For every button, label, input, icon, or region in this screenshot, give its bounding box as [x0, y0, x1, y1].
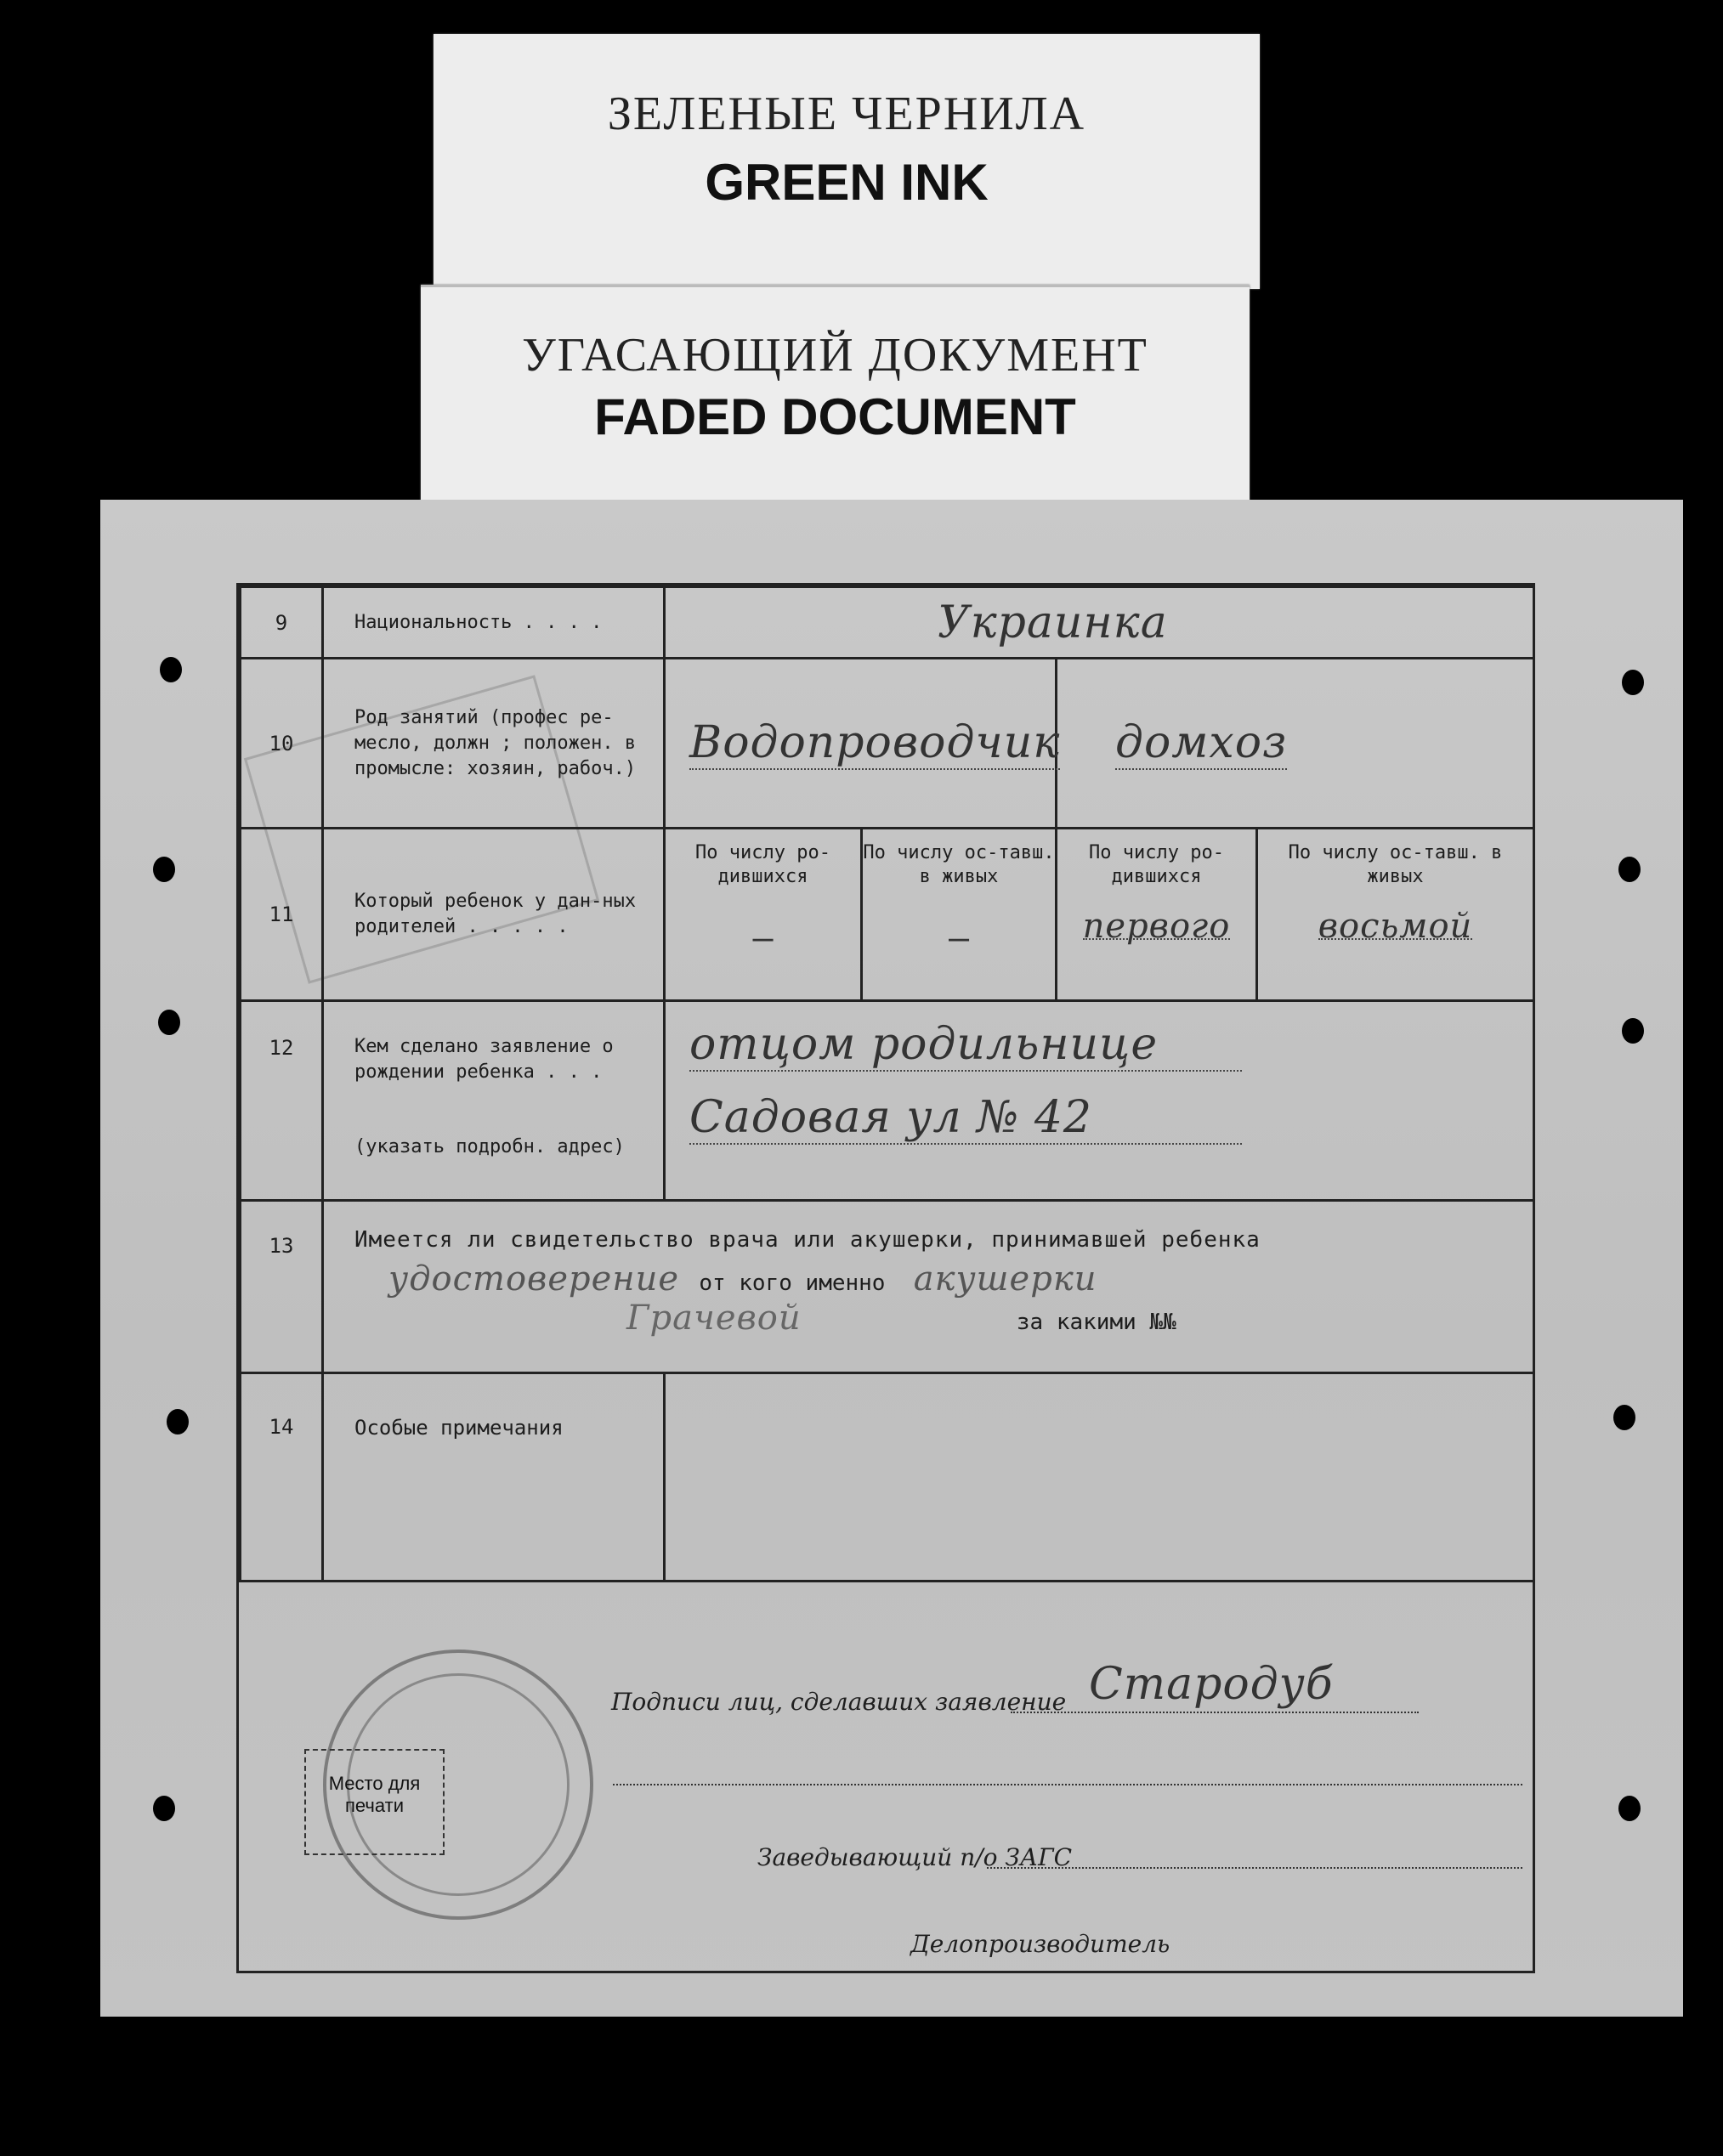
certificate-line: [354, 1259, 1533, 1299]
column-header: По числу ос-тавш. в живых: [1288, 842, 1503, 887]
numbers-label: за какими №№: [1016, 1310, 1176, 1335]
head-registrar-label: Заведывающий п/о ЗАГС: [757, 1843, 1073, 1871]
row-occupation: [241, 659, 1534, 829]
row-number: 12: [241, 1001, 323, 1201]
handwritten-address: Садовая ул № 42: [689, 1092, 1242, 1145]
column-header: По числу ос-тавш. в живых: [863, 842, 1055, 887]
handwritten-declarant: отцом родильнице: [689, 1019, 1242, 1072]
card-title-ru: ЗЕЛЕНЫЕ ЧЕРНИЛА: [607, 88, 1086, 140]
binding-hole: [167, 1409, 189, 1435]
occupation-mother-cell: [1057, 659, 1534, 829]
row-label: Национальность . . . .: [323, 587, 665, 659]
signature-line: [613, 1784, 1522, 1785]
from-whom-label: от кого именно: [699, 1270, 886, 1296]
row-label: Который ребенок у дан-ных родителей . . . . .: [323, 829, 665, 1001]
clerk-label: Делопроизводитель: [910, 1930, 1170, 1958]
binding-hole: [1622, 670, 1644, 695]
notes-value-cell: [665, 1373, 1534, 1582]
label-card-green-ink: [434, 34, 1260, 289]
card-title-ru: УГАСАЮЩИЙ ДОКУМЕНТ: [522, 329, 1148, 382]
label-card-faded-document: [421, 285, 1250, 504]
handwritten-child-order: восьмой: [1318, 907, 1473, 946]
row-label: Род занятий (профес ре-месло, должн ; положен. в промысле: хозяин, рабоч.): [323, 659, 665, 829]
declarant-value-cell: [665, 1001, 1534, 1201]
child-order-value: —: [948, 919, 970, 958]
binding-hole: [158, 1010, 180, 1035]
row-number: 11: [241, 829, 323, 1001]
handwritten-from-whom: акушерки: [913, 1259, 1097, 1299]
child-order-cell: [1257, 829, 1534, 1001]
child-order-cell: [665, 829, 862, 1001]
binding-hole: [1618, 857, 1641, 882]
handwritten-child-order: первого: [1082, 907, 1231, 946]
row-declarant: [241, 1001, 1534, 1201]
certificate-line-2: [354, 1299, 1533, 1338]
child-order-value: —: [752, 919, 774, 958]
row-nationality: [241, 587, 1534, 659]
declarants-signature-label: Подписи лиц, сделавших заявление: [611, 1688, 1067, 1716]
card-title-en: FADED DOCUMENT: [594, 388, 1076, 445]
birth-record-form: [100, 500, 1683, 2017]
binding-hole: [153, 1796, 175, 1821]
handwritten-name: Грачевой: [626, 1299, 802, 1338]
certificate-question: Имеется ли свидетельство врача или акушерки, принимавшей ребенка: [354, 1227, 1261, 1253]
handwritten-certificate: удостоверение: [388, 1259, 680, 1299]
row-number: 13: [241, 1201, 323, 1373]
row-label-cell: [323, 1001, 665, 1201]
binding-hole: [1618, 1796, 1641, 1821]
row-number: 14: [241, 1373, 323, 1582]
binding-hole: [153, 857, 175, 882]
handwritten-declarant-signature: Стародуб: [1089, 1659, 1334, 1710]
row-notes: [241, 1373, 1534, 1582]
binding-hole: [1622, 1018, 1644, 1044]
handwritten-nationality: Украинка: [938, 597, 1168, 648]
column-header: По числу ро-дившихся: [695, 842, 830, 887]
card-title-en: GREEN INK: [705, 154, 989, 211]
row-label: Кем сделано заявление о рождении ребенка . . .: [354, 1036, 614, 1083]
binding-hole: [1613, 1405, 1635, 1430]
form-table: [239, 586, 1535, 1582]
nationality-value-cell: [665, 587, 1534, 659]
column-header: По числу ро-дившихся: [1089, 842, 1224, 887]
occupation-father-cell: [665, 659, 1061, 829]
row-certificate: [241, 1201, 1534, 1373]
row-number: 9: [241, 587, 323, 659]
child-order-cell: [1057, 829, 1257, 1001]
handwritten-occupation-mother: домхоз: [1115, 716, 1288, 768]
row-sublabel: (указать подробн. адрес): [354, 1136, 625, 1157]
binding-hole: [160, 657, 182, 682]
seal-placeholder-box: Место для печати: [304, 1749, 445, 1855]
certificate-cell: [323, 1201, 1534, 1373]
child-order-cell: [862, 829, 1057, 1001]
row-number: 10: [241, 659, 323, 829]
signature-line: [1011, 1712, 1419, 1713]
signature-line: [987, 1867, 1522, 1869]
row-child-order: [241, 829, 1534, 1001]
row-label: Особые примечания: [323, 1373, 665, 1582]
handwritten-occupation-father: Водопроводчик: [689, 716, 1061, 768]
